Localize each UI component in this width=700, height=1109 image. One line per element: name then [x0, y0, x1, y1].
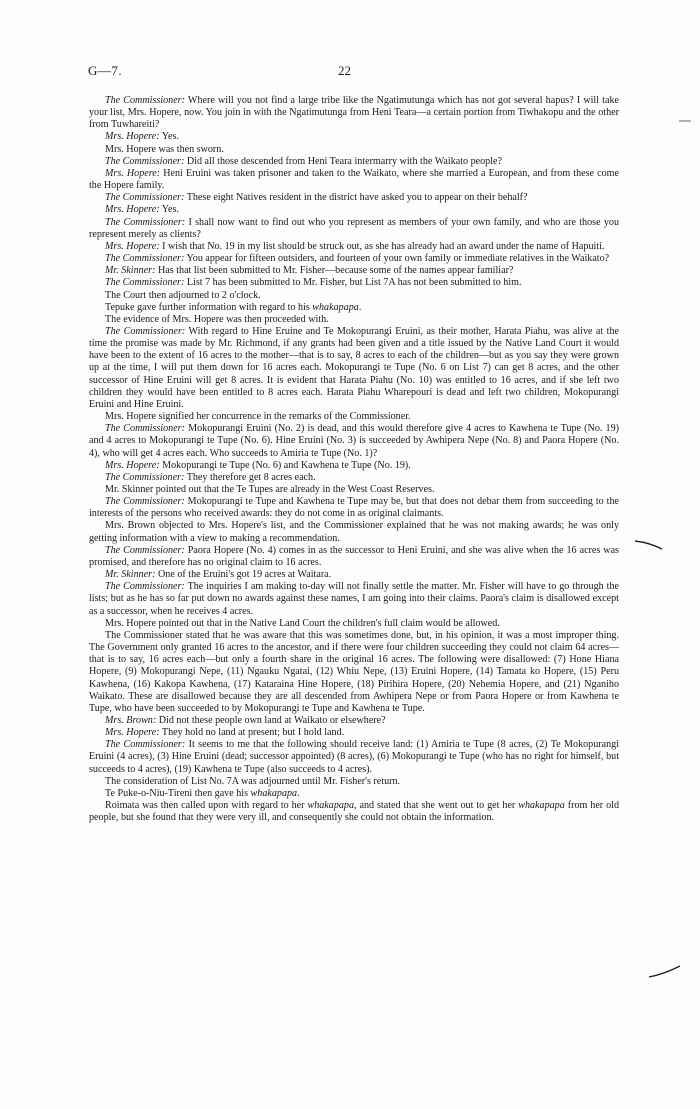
- paragraph-text: They therefore get 8 acres each.: [184, 471, 316, 483]
- paragraph: [89, 715, 619, 727]
- margin-tick-mark: [678, 118, 692, 124]
- paragraph-text: Yes.: [159, 131, 179, 143]
- paragraph: [89, 156, 619, 168]
- speaker-label: Mrs. Hopere:: [105, 240, 160, 252]
- paragraph-text: , and stated that she went out to get her: [354, 800, 519, 812]
- speaker-label: The Commissioner:: [105, 471, 185, 483]
- paragraph: [89, 788, 619, 800]
- speaker-label: Mr. Skinner:: [105, 265, 156, 277]
- paragraph-text: The inquiries I am making to-day will not finally settle the matter. Mr. Fisher will have to go through the lists; but as he has so far put down no awards against these names, I am going into their claims. Paora's claim is disallowed except as a successor, when he receives 4 acres.: [89, 581, 619, 617]
- italic-term: whakapapa: [312, 301, 359, 313]
- paragraph-text: Mokopurangi te Tupe (No. 6) and Kawhena te Tupe (No. 19).: [159, 459, 411, 471]
- paragraph: [89, 460, 619, 472]
- paragraph-text: from her old people, but she found that they were very ill, and consequently she could not obtain the information.: [89, 800, 620, 824]
- speaker-label: The Commissioner:: [105, 325, 186, 337]
- paragraph: [89, 776, 619, 788]
- paragraph: [89, 277, 619, 289]
- speaker-label: Mrs. Hopere:: [105, 167, 161, 179]
- paragraph: [89, 618, 619, 630]
- speaker-label: Mrs. Hopere:: [105, 204, 160, 216]
- speaker-label: The Commissioner:: [105, 496, 185, 508]
- paragraph: [89, 302, 619, 314]
- paragraph-text: You appear for fifteen outsiders, and fourteen of your own family or immediate relatives in the Waikato?: [184, 253, 610, 265]
- speaker-label: Mrs. Hopere:: [105, 459, 160, 471]
- speaker-label: The Commissioner:: [105, 544, 185, 556]
- speaker-label: Mrs. Hopere:: [105, 131, 160, 143]
- paragraph: [89, 265, 619, 277]
- paragraph-text: Did all those descended from Heni Teara intermarry with the Waikato people?: [184, 155, 502, 167]
- speaker-label: The Commissioner:: [105, 423, 185, 435]
- speaker-label: The Commissioner:: [105, 739, 186, 751]
- speaker-label: The Commissioner:: [105, 277, 185, 289]
- paragraph: [89, 472, 619, 484]
- paragraph-text: Tepuke gave further information with regard to his: [105, 301, 313, 313]
- paragraph: [89, 131, 619, 143]
- paragraph: [89, 496, 619, 520]
- paragraph-text: Yes.: [159, 204, 179, 216]
- speaker-label: The Commissioner:: [105, 95, 185, 106]
- body-text: [89, 95, 619, 824]
- paragraph: [89, 144, 619, 156]
- speaker-label: The Commissioner:: [105, 581, 185, 593]
- paragraph-text: Mokopurangi Eruini (No. 2) is dead, and this would therefore give 4 acres to Kawhena te Tupe (No. 19) and 4 acres to Mokopurangi te Tupe (No. 6). Hine Eruini (No. 3) is succeeded by Awhipera Nepe (No. 8) and Paora Hopere (No. 4), who will get 4 acres each. Who succeeds to Amiria te Tupe (No. 1)?: [89, 423, 619, 459]
- paragraph-text: The evidence of Mrs. Hopere was then proceeded with.: [105, 313, 329, 325]
- speaker-label: Mrs. Brown:: [105, 714, 157, 726]
- paragraph-text: Mokopurangi te Tupe and Kawhena te Tupe may be, but that does not debar them from succeeding to the interests of the persons who received awards: they do not come in as original claimants.: [89, 496, 619, 520]
- paragraph-text: The consideration of List No. 7A was adjourned until Mr. Fisher's return.: [105, 775, 401, 787]
- paragraph-text: They hold no land at present; but I hold land.: [159, 727, 345, 739]
- paragraph: [89, 253, 619, 265]
- speaker-label: The Commissioner:: [105, 253, 185, 265]
- paragraph: [89, 423, 619, 459]
- margin-pen-mark: [634, 537, 664, 551]
- paragraph-text: Did not these people own land at Waikato or elsewhere?: [156, 714, 386, 726]
- paragraph-text: List 7 has been submitted to Mr. Fisher, but List 7A has not been submitted to him.: [184, 277, 522, 289]
- paragraph: [89, 192, 619, 204]
- paragraph-text: Roimata was then called upon with regard to her: [105, 800, 308, 812]
- speaker-label: The Commissioner:: [105, 192, 185, 204]
- paragraph: [89, 569, 619, 581]
- paragraph: [89, 241, 619, 253]
- paragraph-text: These eight Natives resident in the district have asked you to appear on their behalf?: [184, 192, 528, 204]
- paragraph: [89, 411, 619, 423]
- paragraph: [89, 545, 619, 569]
- paragraph-text: Where will you not find a large tribe like the Ngatimutunga which has not got several hapus? I will take your list, Mrs. Hopere, now. You join in with the Ngatimutunga from Heni Teara—a certain portion from Tiwhakopu and the other from Tuwhareiti?: [89, 95, 619, 131]
- paragraph-text: It seems to me that the following should receive land: (1) Amiria te Tupe (8 acres, (2) Te Mokopurangi Eruini (4 acres), (3) Hine Eruini (dead; successor appointed) (8 acres), (6) Mokopurangi te Tupe (who has no right for himself, but succeeds to 4 acres), (19) Kawhena te Tupe (also succeeds to 4 acres).: [89, 739, 619, 775]
- paragraph-text: Mrs. Hopere signified her concurrence in the remarks of the Commissioner.: [105, 411, 411, 423]
- paragraph: [89, 484, 619, 496]
- speaker-label: The Commissioner:: [105, 155, 185, 167]
- paragraph-text: The Court then adjourned to 2 o'clock.: [105, 289, 261, 301]
- paragraph-text: Mr. Skinner pointed out that the Te Tupes are already in the West Coast Reserves.: [105, 484, 435, 495]
- speaker-label: The Commissioner:: [105, 216, 186, 228]
- paragraph: [89, 204, 619, 216]
- paragraph: [89, 727, 619, 739]
- paragraph: [89, 95, 619, 131]
- series-code: G—7.: [88, 63, 123, 78]
- paragraph: [89, 290, 619, 302]
- paragraph: [89, 217, 619, 241]
- paragraph-text: Mrs. Hopere was then sworn.: [105, 143, 224, 155]
- paragraph-text: Paora Hopere (No. 4) comes in as the successor to Heni Eruini, and she was alive when the 16 acres was promised, and therefore has no original claim to 16 acres.: [89, 544, 619, 568]
- paragraph: [89, 520, 619, 544]
- paragraph-text: Te Puke-o-Niu-Tireni then gave his: [105, 787, 251, 799]
- paragraph-text: .: [297, 787, 300, 799]
- paragraph: [89, 581, 619, 617]
- italic-term: whakapapa: [307, 800, 355, 812]
- margin-pen-mark: [648, 964, 682, 980]
- paragraph-text: I wish that No. 19 in my list should be struck out, as she has already had an award under the name of Hapuiti.: [159, 240, 605, 252]
- paragraph-text: Mrs. Hopere pointed out that in the Native Land Court the children's full claim would be allowed.: [105, 617, 500, 629]
- paragraph-text: Heni Eruini was taken prisoner and taken to the Waikato, where she married a European, and from these come the Hopere family.: [89, 167, 619, 192]
- paragraph-text: Mrs. Brown objected to Mrs. Hopere's list, and the Commissioner explained that he was not making awards; he was only getting information with a view to making a recommendation.: [89, 520, 619, 544]
- paragraph: [89, 168, 619, 192]
- paragraph: [89, 630, 619, 715]
- paragraph-text: I shall now want to find out who you represent as members of your own family, and who are those you represent merely as clients?: [89, 216, 619, 240]
- speaker-label: Mr. Skinner:: [105, 569, 156, 581]
- italic-term: whakapapa: [250, 787, 298, 799]
- italic-term: whakapapa: [518, 800, 565, 812]
- paragraph-text: One of the Eruini's got 19 acres at Waitara.: [155, 569, 332, 581]
- speaker-label: Mrs. Hopere:: [105, 727, 160, 739]
- paragraph-text: The Commissioner stated that he was aware that this was sometimes done, but, in his opinion, it was a most improper thing. The Government only granted 16 acres to the ancestor, and if there were four children succeeding they could not claim 64 acres—that is to say, 16 acres each—but only a fourth share in the original 16 acres. The following were disallowed: (7) Hone Hiana Hopere, (9) Mokopurangi Nepe, (11) Ngauku Ngatai, (12) Whiu Nepe, (13) Eruini Hopere, (14) Tamata ko Hopere, (15) Peru Kawhena, (16) Kakopa Kawhena, (17) Kataraina Hine Hopere, (18) Pirihira Hopere, (20) Nehemia Hopere, and (21) Nganiho Waikato. These are disallowed because they are all descended from Awhipera Nepe or from Paora Hopere or from Kawhena te Tupe, who have been succeeded to by Mokopurangi te Tupe and Kawhena te Tupe.: [89, 629, 619, 714]
- paragraph-text: Has that list been submitted to Mr. Fisher—because some of the names appear familiar?: [155, 265, 514, 277]
- paragraph: [89, 326, 619, 411]
- paragraph-text: .: [358, 301, 362, 313]
- page-number: 22: [338, 63, 351, 78]
- paragraph-text: With regard to Hine Eruine and Te Mokopurangi Eruini, as their mother, Harata Piahu, was alive at the time the promise was made by Mr. Richmond, if any grants had been given and a title issued by the Native Land Court it would have been to the extent of 16 acres to the mother—that is to say, 8 acres to each of the children—but as you say they were grown up at the time, I will put them down for 16 acres each. Mokopurangi te Tupe (No. 6 on List 7) can get 8 acres, and the other successor of Hine Eruini will get 8 acres. It is evident that Harata Piahu (No. 10) was entitled to 16 acres, and if she left two children they would have been entitled to 8 acres each. Harata Piahu Wharepouri is dead and left two children, Mokopurangi Eruini and Hine Eruini.: [89, 325, 619, 410]
- paragraph: [89, 314, 619, 326]
- paragraph: [89, 800, 619, 824]
- paragraph: [89, 739, 619, 775]
